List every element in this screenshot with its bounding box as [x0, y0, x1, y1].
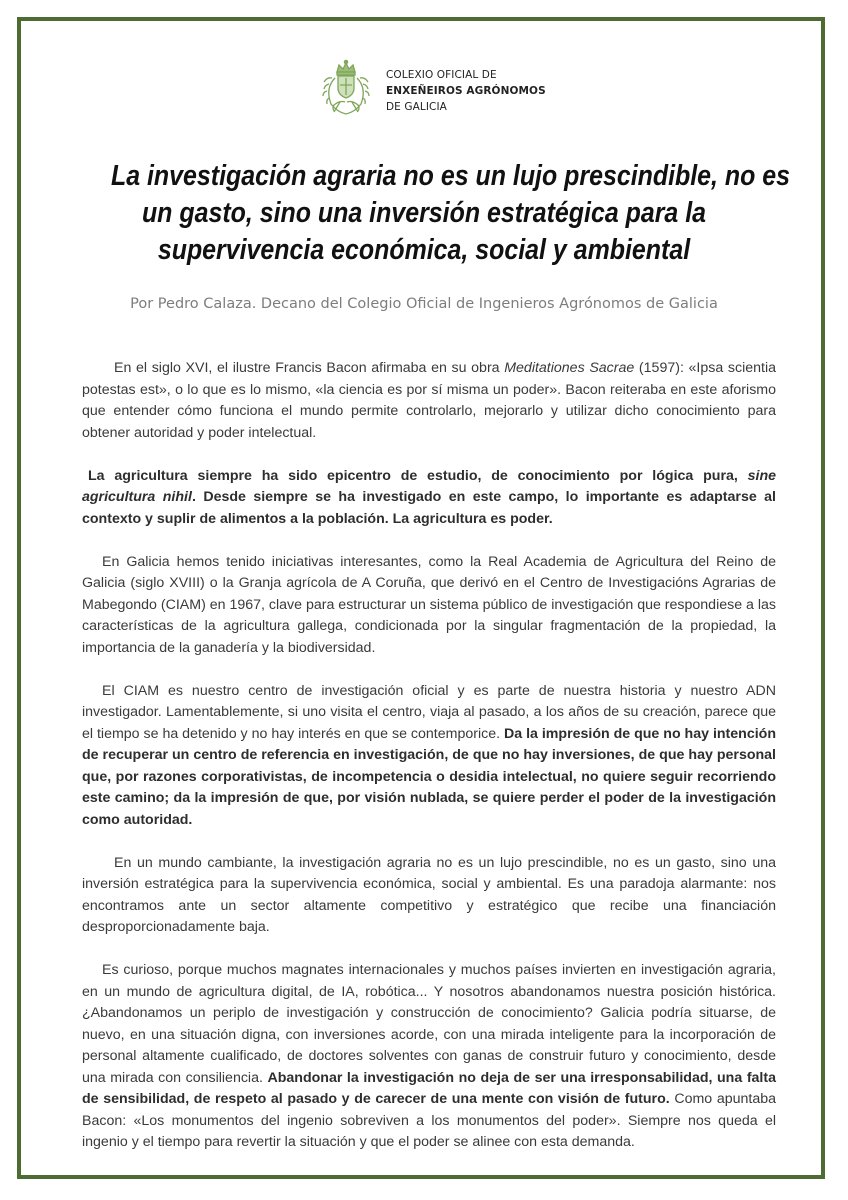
article-title — [110, 158, 791, 269]
org-logo — [315, 58, 555, 120]
text-run: El CIAM es nuestro centro de investigación oficial y es parte de nuestra historia y nuestro ADN investigador. Lamentablemente, si uno visita el centro, viaja al pasado, a los años de su creación, parece que el tiempo se ha detenido y no hay interés en que se contemporice. — [82, 682, 776, 742]
org-name-line2: ENXEÑEIROS AGRÓNOMOS — [386, 85, 546, 97]
paragraph-6 — [82, 960, 776, 1154]
paragraph-4 — [82, 681, 776, 832]
text-run: Como apuntaba Bacon: «Los monumentos del ingenio sobreviven a los monumentos del poder». Siempre nos queda el ingenio y el tiempo para revertir la situación y que el poder se alinee con esta demanda. — [82, 1091, 776, 1150]
text-run: En el siglo XVI, el ilustre Francis Bacon afirmaba en su obra — [114, 360, 505, 376]
org-name-line1: COLEXIO OFICIAL DE — [386, 69, 497, 81]
bold-run — [82, 468, 776, 527]
paragraph-5: En un mundo cambiante, la investigación agraria no es un lujo prescindible, no es un gasto, sino una inversión estratégica para la supervivencia económica, social y ambiental. Es una paradoja alarmante: nos encontramos ante un sector altamente competitivo y estratégico que recibe una financiación desproporcionadamente baja. — [82, 854, 776, 935]
article-title-line: La investigación agraria no es un lujo prescindible, no es — [110, 160, 791, 192]
book-title: Meditationes Sacrae — [504, 360, 635, 376]
latin-phrase: sine agricultura nihil — [82, 467, 776, 505]
bold-run: Da la impresión de que no hay intención de recuperar un centro de referencia en investigación, de que no hay inversiones, de que hay personal que, por razones corporativistas, de incompetencia o desidia intelectual, no quiere seguir recorriendo este camino; da la impresión de que, por visión nublada, se quiere perder el poder de la investigación como autoridad. — [82, 725, 776, 828]
article-title-line: un gasto, sino una inversión estratégica para la — [141, 197, 707, 229]
bold-run: Abandonar la investigación no deja de ser una irresponsabilidad, una falta de sensibilidad, de respeto al pasado y de carecer de una mente con visión de futuro. — [82, 1069, 776, 1107]
text-run: (1597): «Ipsa scientia potestas est», o lo que es lo mismo, «la ciencia es por sí misma un poder». Bacon reiteraba en este aforismo que entender cómo funciona el mundo permite controlarlo, mejorarlo y utilizar dicho conocimiento para obtener autoridad y poder intelectual. — [82, 360, 777, 441]
paragraph-3: En Galicia hemos tenido iniciativas interesantes, como la Real Academia de Agricultura del Reino de Galicia (siglo XVIII) o la Granja agrícola de A Coruña, que derivó en el Centro de Investigacións Agrarias de Mabegondo (CIAM) en 1967, clave para estructurar un sistema público de investigación que respondiese a las características de la agricultura gallega, condicionada por la singular fragmentación de la propiedad, la importancia de la ganadería y la biodiversidad. — [82, 553, 777, 656]
paragraph-1 — [82, 358, 776, 444]
article-byline: Por Pedro Calaza. Decano del Colegio Oficial de Ingenieros Agrónomos de Galicia — [130, 296, 718, 312]
text-run: La agricultura siempre ha sido epicentro de estudio, de conocimiento por lógica pura, — [88, 467, 748, 484]
paragraph-2 — [82, 466, 776, 531]
coat-of-arms-icon — [315, 58, 377, 120]
article-body — [82, 358, 776, 1175]
org-name-line3: DE GALICIA — [386, 101, 447, 113]
text-run: Es curioso, porque muchos magnates internacionales y muchos países invierten en investigación agraria, en un mundo de agricultura digital, de IA, robótica... Y nosotros abandonamos nuestra posición histórica. ¿Abandonamos un periplo de investigación y construcción de conocimiento? Galicia podría situarse, de nuevo, en una situación digna, con inversiones acorde, con una mirada inteligente para la incorporación de personal altamente cualificado, de doctores solventes con ganas de construir futuro y conocimiento, desde una mirada con consiliencia. — [82, 962, 776, 1086]
text-run: . Desde siempre se ha investigado en este campo, lo importante es adaptarse al contexto y suplir de alimentos a la población. La agricultura es poder. — [82, 489, 777, 527]
article-title-line: supervivencia económica, social y ambiental — [157, 234, 691, 266]
